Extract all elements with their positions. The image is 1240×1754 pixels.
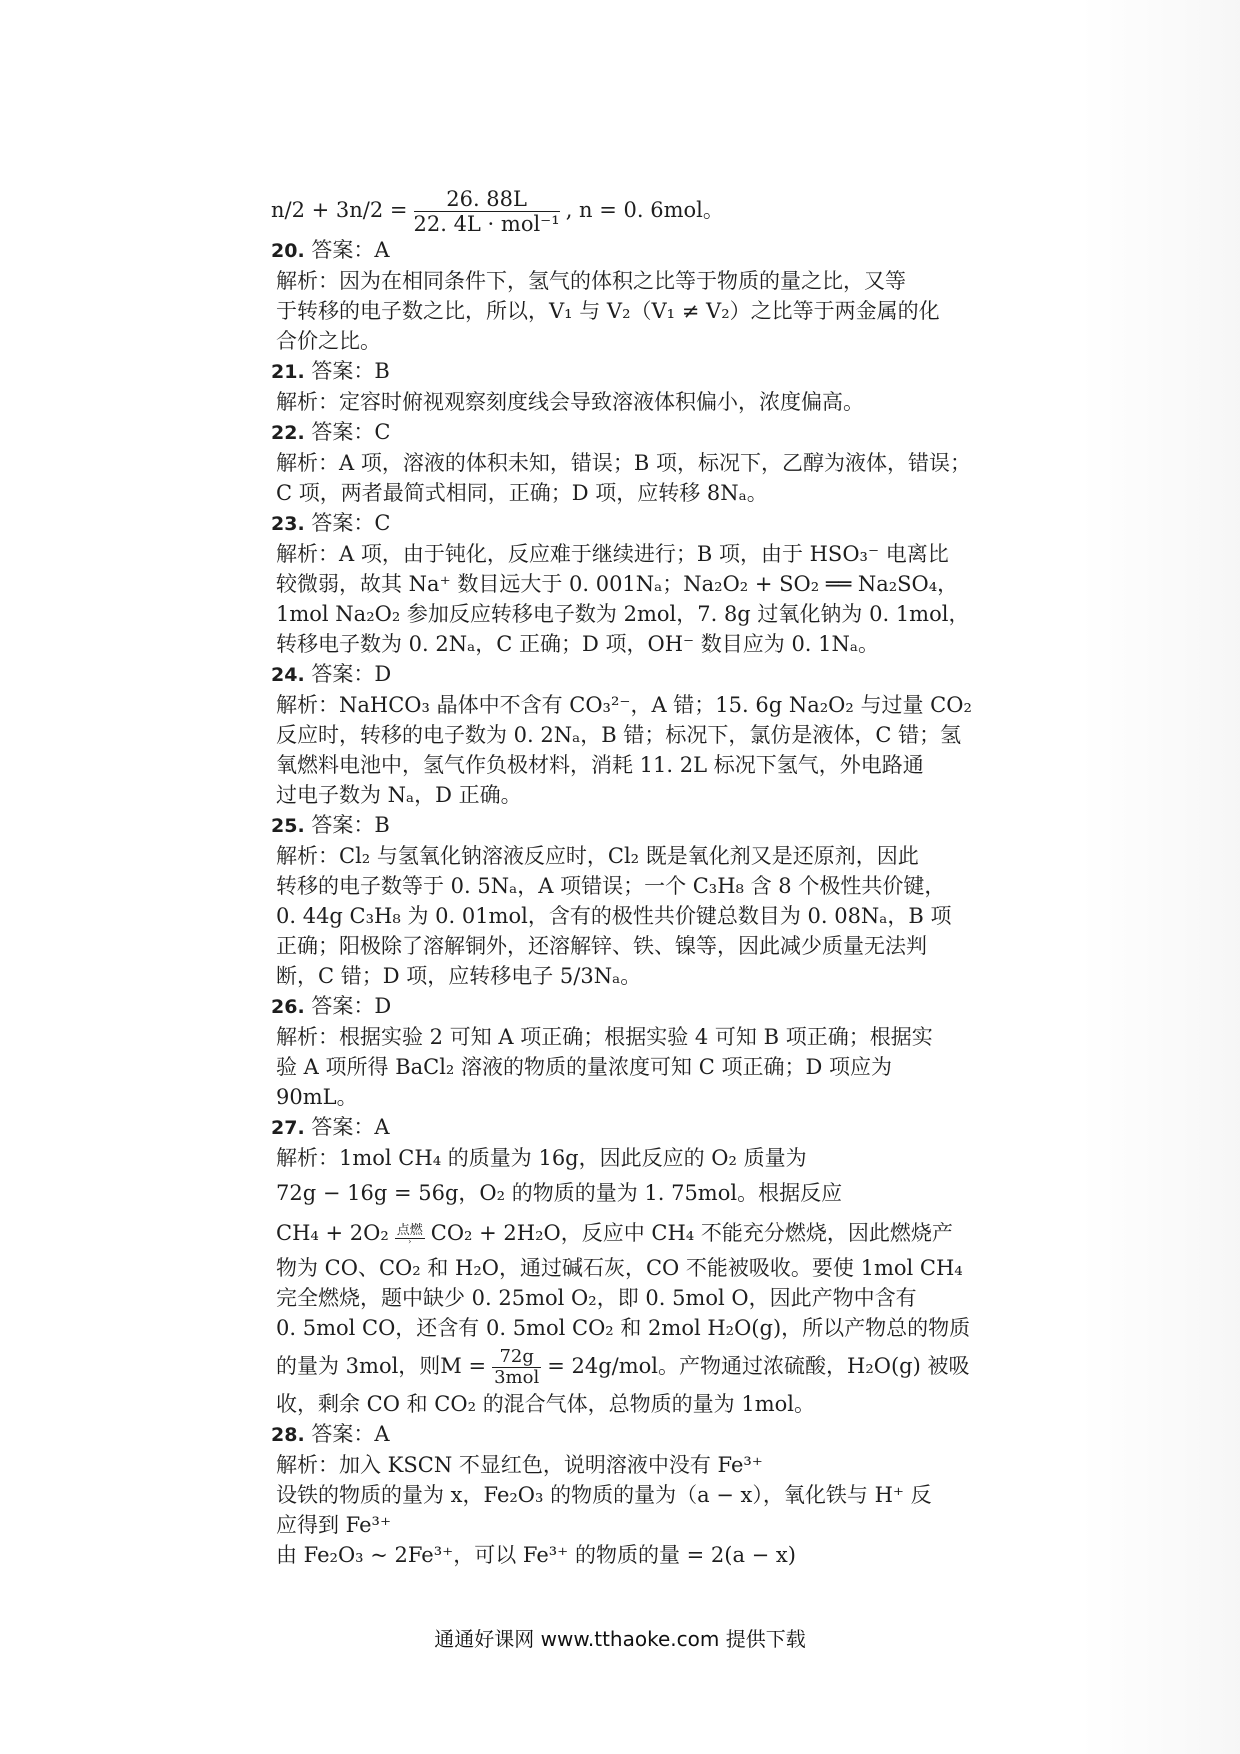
analysis-line: 验 A 项所得 BaCl₂ 溶液的物质的量浓度可知 C 项正确；D 项应为 [276,1055,892,1079]
analysis-line: 反应时，转移的电子数为 0. 2Nₐ，B 错；标况下，氯仿是液体，C 错；氢 [276,723,962,747]
equation-left: n/2 + 3n/2 = [271,198,408,222]
answer-label: 答案：D [311,994,392,1018]
analysis-line: 设铁的物质的量为 x，Fe₂O₃ 的物质的量为（a − x），氧化铁与 H⁺ 反 [276,1483,932,1507]
question-number: 27. [271,1117,305,1139]
question-number: 28. [271,1424,305,1446]
analysis-line: 解析：加入 KSCN 不显红色，说明溶液中没有 Fe³⁺ [276,1453,763,1477]
question-block [271,356,931,417]
question-block [271,659,972,810]
analysis-line: 正确；阳极除了溶解铜外，还溶解锌、铁、镍等，因此减少质量无法判 [276,934,927,958]
equation-fraction [414,187,560,236]
question-block [271,810,952,991]
answer-label: 答案：A [311,1422,390,1446]
molar-mass-line: 的量为 3mol，则M = $\frac{72g}{\text{3mol}}$ = 24g/mol。产物通过浓硫酸，H₂O(g) 被吸 [276,1346,970,1388]
analysis-line: 解析：Cl₂ 与氢氧化钠溶液反应时，Cl₂ 既是氧化剂又是还原剂，因此 [276,844,919,868]
question-number: 20. [271,240,305,262]
fraction-denominator: 22. 4L · mol⁻¹ [413,212,560,236]
question-number: 26. [271,996,305,1018]
analysis-line: 转移电子数为 0. 2Nₐ，C 正确；D 项，OH⁻ 数目应为 0. 1Nₐ。 [276,632,879,656]
reaction-arrow: $\frac{\text{点燃}}{›}$ [396,1223,423,1246]
analysis-line: 72g − 16g = 56g，O₂ 的物质的量为 1. 75mol。根据反应 [276,1181,843,1205]
fraction-numerator: 26. 88L [414,187,560,212]
analysis-line: 由 Fe₂O₃ ~ 2Fe³⁺，可以 Fe³⁺ 的物质的量 = 2(a − x) [276,1543,796,1567]
arrow-condition: 点燃 [396,1223,423,1238]
analysis-line: 解析：根据实验 2 可知 A 项正确；根据实验 4 可知 B 项正确；根据实 [276,1025,933,1049]
answer-label: 答案：B [311,359,390,383]
analysis-line: 解析：定容时俯视观察刻度线会导致溶液体积偏小，浓度偏高。 [276,390,864,414]
answer-label: 答案：C [311,420,391,444]
answer-label: 答案：A [311,1115,390,1139]
question-27 [271,1112,971,1419]
question-number: 24. [271,664,305,686]
answer-label: 答案：A [311,238,390,262]
footer-source: 通通好课网 www.tthaoke.com 提供下载 [434,1627,806,1651]
question-28 [271,1419,931,1570]
equation-right: , n = 0. 6mol。 [565,198,724,222]
scan-shading [1080,0,1240,1754]
reaction-line: CH₄ + 2O₂ $\frac{\text{点燃}}{›}$ CO₂ + 2H₂O，反应中 CH₄ 不能充分燃烧，因此燃烧产 [276,1221,953,1246]
analysis-line: 合价之比。 [276,329,381,353]
analysis-line: 收，剩余 CO 和 CO₂ 的混合气体，总物质的量为 1mol。 [276,1392,815,1416]
analysis-line: 解析：因为在相同条件下，氢气的体积之比等于物质的量之比，又等 [276,269,906,293]
analysis-line: 氧燃料电池中，氢气作负极材料，消耗 11. 2L 标况下氢气，外电路通 [276,753,924,777]
answer-label: 答案：B [311,813,390,837]
analysis-line: 完全燃烧，题中缺少 0. 25mol O₂，即 0. 5mol O，因此产物中含有 [276,1286,917,1310]
analysis-line: 1mol Na₂O₂ 参加反应转移电子数为 2mol，7. 8g 过氧化钠为 0. 1mol， [276,602,970,626]
analysis-line: 解析：A 项，由于钝化，反应难于继续进行；B 项，由于 HSO₃⁻ 电离比 [276,542,949,566]
analysis-line: C 项，两者最简式相同，正确；D 项，应转移 8Nₐ。 [276,481,768,505]
analysis-line: 解析：1mol CH₄ 的质量为 16g，因此反应的 O₂ 质量为 [276,1146,807,1170]
analysis-line: 解析：NaHCO₃ 晶体中不含有 CO₃²⁻，A 错；15. 6g Na₂O₂ 与过量 CO₂ [276,693,972,717]
molar-mass-fraction: $\frac{72g}{\text{3mol}}$ [494,1346,540,1388]
analysis-line: 物为 CO、CO₂ 和 H₂O，通过碱石灰，CO 不能被吸收。要使 1mol CH₄ [276,1256,963,1280]
question-number: 22. [271,422,305,444]
question-number: 23. [271,513,305,535]
analysis-line: 90mL。 [276,1085,358,1109]
analysis-line: 0. 44g C₃H₈ 为 0. 01mol，含有的极性共价键总数目为 0. 08Nₐ，B 项 [276,904,952,928]
answer-content [271,185,972,1570]
question-block [271,508,970,659]
analysis-line: 断，C 错；D 项，应转移电子 5/3Nₐ。 [276,964,642,988]
analysis-line: 转移的电子数等于 0. 5Nₐ，A 项错误；一个 C₃H₈ 含 8 个极性共价键， [276,874,946,898]
analysis-line: 0. 5mol CO，还含有 0. 5mol CO₂ 和 2mol H₂O(g)，所以产物总的物质 [276,1316,971,1340]
analysis-line: 于转移的电子数之比，所以，V₁ 与 V₂（V₁ ≠ V₂）之比等于两金属的化 [276,299,940,323]
answer-label: 答案：C [311,511,391,535]
equation-line [271,185,931,235]
analysis-line: 解析：A 项，溶液的体积未知，错误；B 项，标况下，乙醇为液体，错误； [276,451,971,475]
analysis-line: 过电子数为 Nₐ，D 正确。 [276,783,522,807]
question-block [271,991,931,1112]
question-block [271,417,971,508]
question-number: 21. [271,361,305,383]
question-block [271,235,940,356]
answer-items [271,235,972,1112]
question-number: 25. [271,815,305,837]
analysis-line: 应得到 Fe³⁺ [276,1513,392,1537]
answer-label: 答案：D [311,662,392,686]
analysis-line: 较微弱，故其 Na⁺ 数目远大于 0. 001Nₐ；Na₂O₂ + SO₂ ══ Na₂SO₄， [276,572,959,596]
